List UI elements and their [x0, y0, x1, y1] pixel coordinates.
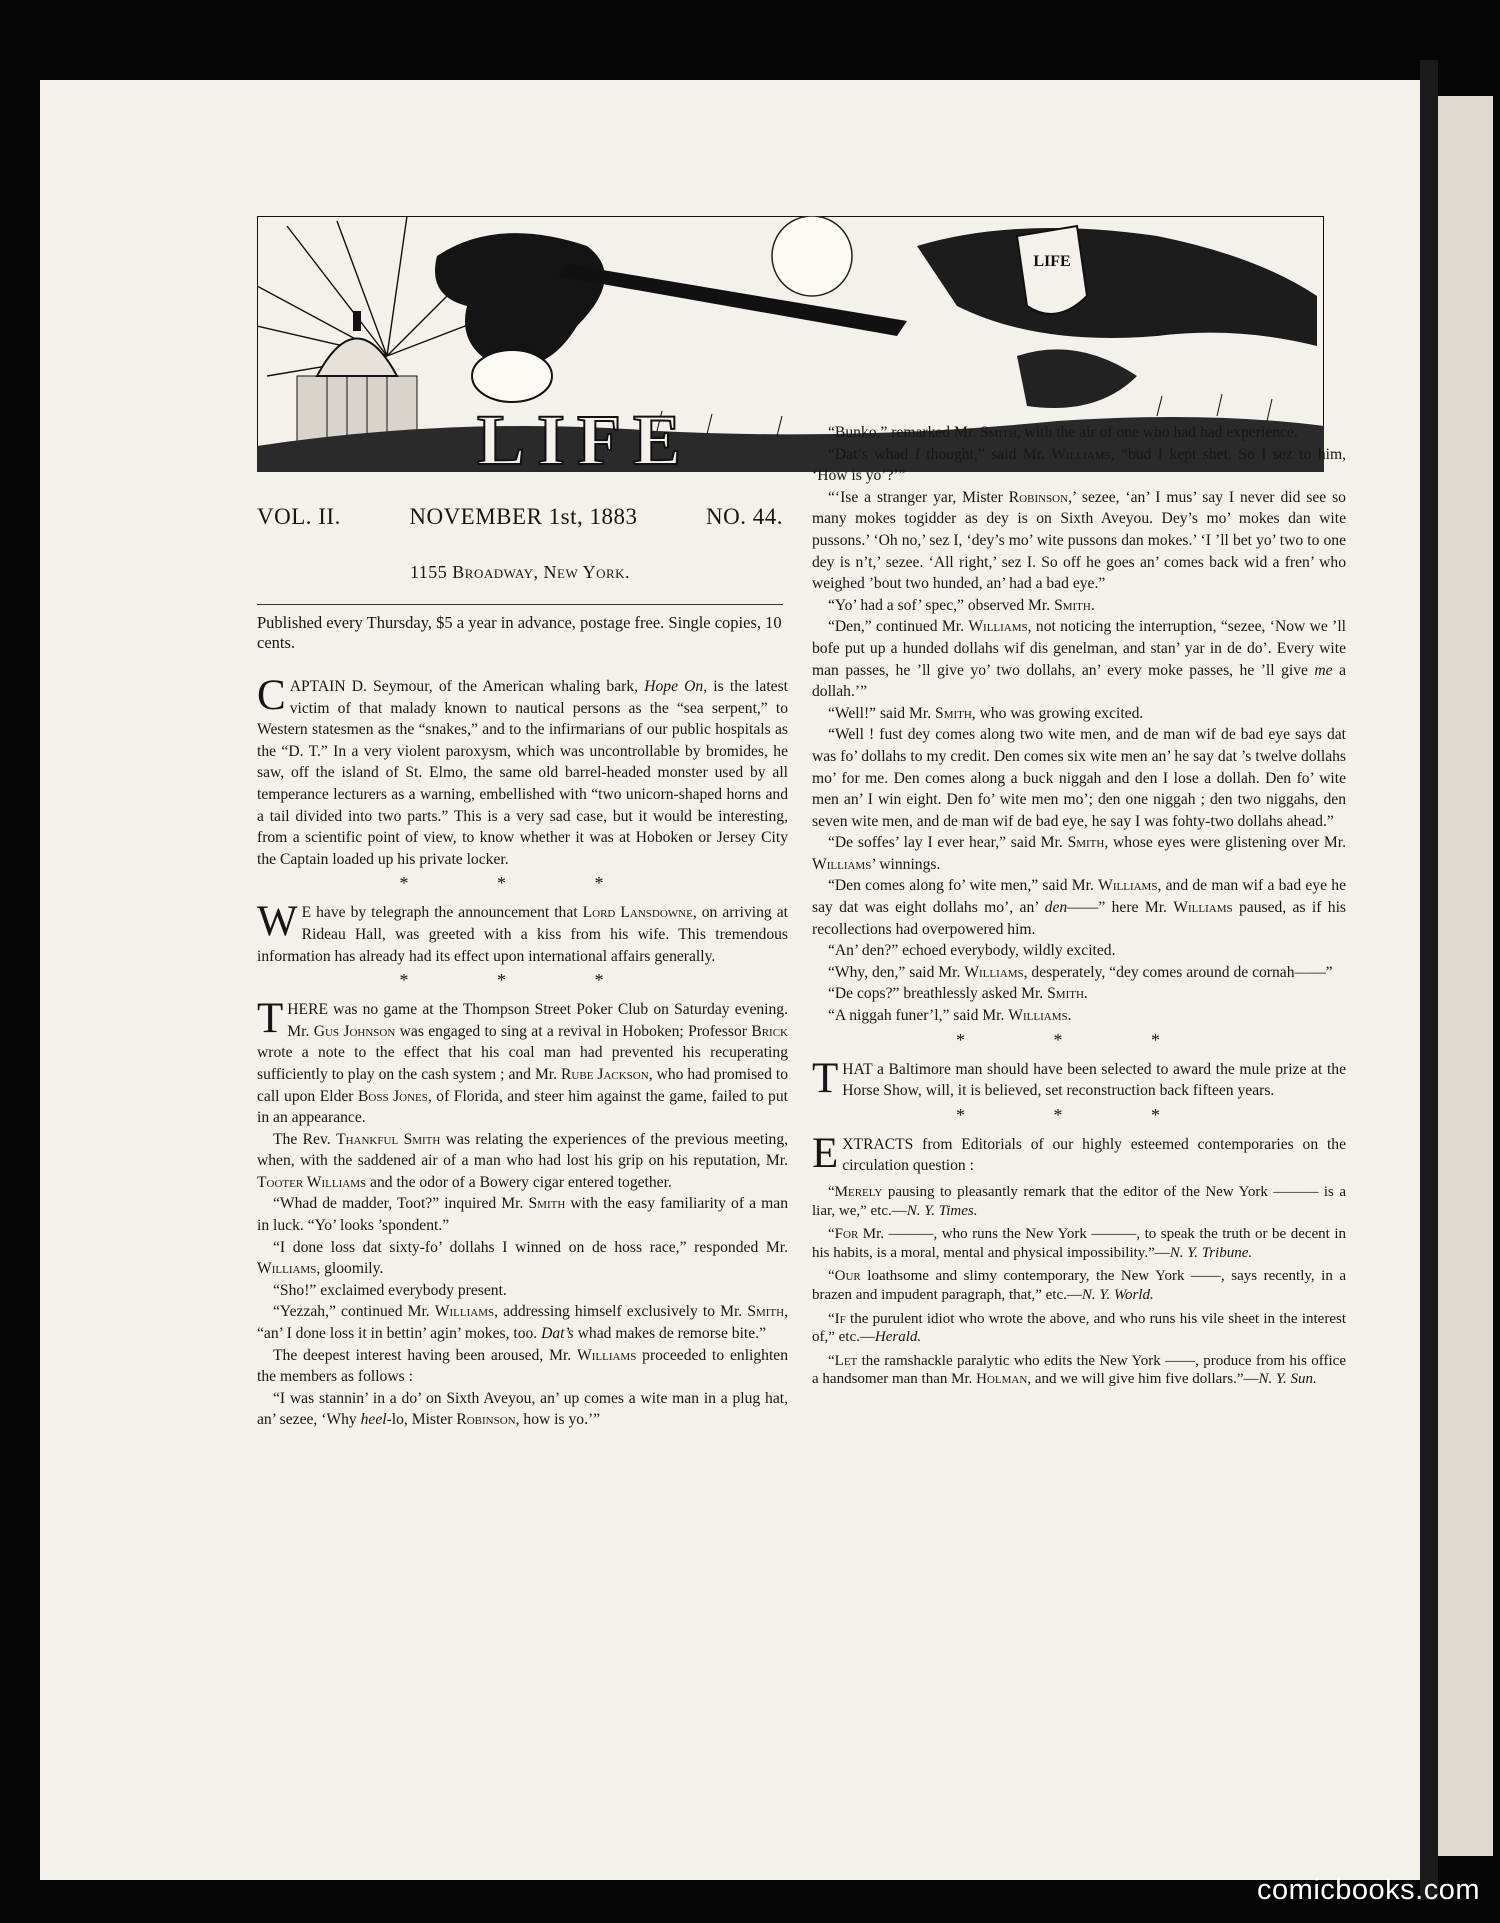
article-lord-lansdowne	[257, 898, 788, 967]
text: Mr. ———, who runs the New York ———, to speak the truth or be decent in his habits, is a moral, mental and physical impossibility.”—	[812, 1226, 1346, 1261]
lead-word: “If	[828, 1310, 846, 1327]
text: and the odor of a Bowery cigar entered together.	[366, 1173, 672, 1191]
name: Rube Jackson	[561, 1065, 649, 1083]
text: , how is yo.’”	[515, 1411, 601, 1429]
text: ,’ sezee, ‘an’ I mus’ say I never did see so many mokes togidder as dey is on Sixth Aveyou. Dey’s mo’ mokes dan wite pussons.’ ‘Oh no,’ sez I, ‘dey’s mo’ wite pussons dan mokes.’ ‘I ’ll bet yo’ two to one dey is n’t,’ sezee. ‘All right,’ sez I. So off he goes an’ comes back wid a fren’ who weighed ’bout two hunded, an’ had a bad eye.”	[812, 488, 1346, 593]
paragraph: “Well ! fust dey comes along two wite men, and de man wif de bad eye says dat was fo’ dollahs to my credit. Den comes six wite men an’ he say dat ’s twelve dollahs mo’ for me. Den comes along a buck niggah and den I lose a dollah. Den fo’ wite men an’ I win eight. Den fo’ wite men mo’; den one niggah ; den two niggahs, den seven wite men, and de man wif de bad eye, he say I was fohty-two dollahs ahead.”	[812, 726, 1346, 830]
text: , who had promised to call upon Elder	[257, 1065, 788, 1105]
text: E have by telegraph the announcement that	[301, 904, 583, 922]
text: whad makes de remorse bite.”	[573, 1325, 766, 1343]
text: a dollah.’”	[812, 661, 1346, 701]
text: “Well!” said Mr.	[828, 704, 936, 722]
source: Herald.	[874, 1329, 922, 1346]
name: Brick	[751, 1022, 788, 1040]
text: was engaged to sing at a revival in Hoboken; Professor	[395, 1022, 752, 1040]
text: wrote a note to the effect that his coal man had prevented his recuperating sufficiently to play on the cash system ; and Mr.	[257, 1044, 788, 1083]
name: Smith	[528, 1195, 566, 1213]
lead-word: “Let	[828, 1352, 858, 1369]
left-column	[257, 672, 789, 1431]
text: was relating the experiences of the previous meeting, when, with the saddened air of a man who had lost his grip on his reputation, Mr.	[257, 1130, 789, 1170]
text: , who was growing excited.	[971, 704, 1144, 722]
emphasis: heel	[360, 1411, 387, 1429]
text: “I was stannin’ in a do’ on Sixth Aveyou, an’ up comes a wite man in a plug hat, an’ sezee, ‘Why	[257, 1389, 788, 1429]
name: Williams	[968, 618, 1028, 636]
paragraph: “Sho!” exclaimed everybody present.	[273, 1281, 507, 1299]
paragraph	[812, 487, 1346, 595]
office-address: 1155 Broadway, New York.	[409, 562, 631, 582]
text: with the easy familiarity of a man in luck. “Yo’ looks ’spondent.”	[257, 1195, 788, 1235]
text: HERE was no game at the Thompson Street Poker Club on Saturday evening. Mr.	[287, 1001, 788, 1040]
emphasis: Dat’s	[541, 1325, 574, 1343]
lead-word: “Our	[828, 1268, 861, 1285]
text: “Bunko,” remarked Mr.	[828, 424, 980, 441]
name: Thankful Smith	[336, 1130, 441, 1148]
issue-date: NOVEMBER 1st, 1883	[409, 504, 638, 529]
text: , is the latest victim of that malady known to nautical persons as the “sea serpent,” to Western statesmen as the “snakes,” and to the infirmarians of our public hospitals as the “D. T.” In a very violent paroxysm, which was uncontrollable by bromides, he saw, off the island of St. Elmo, the same old barrel-headed monster used by all temperance lecturers as a warning, embellished with “two unicorn-shaped horns and a tail divided into two parts.” This is a very sad case, but it would be interesting, from a scientific point of view, to know whether it was at Hoboken or Jersey City the Captain loaded up his private locker.	[257, 678, 789, 868]
paragraph	[812, 422, 1346, 444]
text: ’ winnings.	[871, 855, 941, 873]
source: N. Y. Times.	[906, 1202, 978, 1219]
paragraph	[812, 595, 1346, 617]
emphasis: me	[1314, 661, 1333, 679]
text: , and de man wif a bad eye he say dat was eight dollahs mo’, an’	[812, 877, 1346, 917]
source: N. Y. Sun.	[1258, 1371, 1317, 1388]
text: the ramshackle paralytic who edits the New York ——, produce from his office a handsomer man than Mr.	[812, 1352, 1346, 1388]
paragraph	[257, 1301, 788, 1344]
paragraph	[812, 832, 1346, 875]
drop-cap: E	[812, 1129, 839, 1177]
adjacent-page-edge	[1438, 96, 1493, 1856]
text: , whose eyes were glistening over Mr.	[1104, 834, 1347, 852]
text: “Whad de madder, Toot?” inquired Mr.	[273, 1195, 529, 1213]
paragraph	[812, 875, 1346, 940]
text: proceeded to enlighten the members as follows :	[257, 1346, 789, 1386]
paragraph	[812, 983, 1346, 1005]
drop-cap: W	[257, 898, 298, 946]
paragraph	[812, 962, 1346, 984]
name: Smith	[1047, 985, 1084, 1003]
name: Gus Johnson	[313, 1022, 396, 1040]
name: Smith	[747, 1303, 785, 1321]
text: -lo, Mister	[386, 1411, 457, 1429]
issue-number: NO. 44.	[706, 504, 783, 529]
article-whaling-captain	[257, 672, 789, 870]
text: “Yezzah,” continued Mr.	[273, 1303, 435, 1321]
paragraph	[812, 1005, 1346, 1027]
shield-lettering: LIFE	[1033, 253, 1071, 270]
text: the purulent idiot who wrote the above, and who runs his vile sheet in the interest of,” etc.—	[812, 1310, 1346, 1346]
text: “A niggah funer’l,” said Mr.	[828, 1007, 1009, 1025]
text: .	[1090, 596, 1095, 614]
section-divider: * * *	[956, 1104, 1202, 1125]
quote-sun	[812, 1352, 1346, 1389]
volume-label: VOL. II.	[257, 504, 341, 529]
paragraph	[257, 1345, 788, 1388]
text: “Den,” continued Mr.	[828, 618, 969, 636]
paragraph	[257, 1237, 788, 1280]
article-poker-club	[257, 995, 788, 1129]
text: “‘Ise a stranger yar, Mister	[828, 488, 1009, 506]
section-divider: * * *	[399, 970, 646, 991]
text: “Why, den,” said Mr.	[828, 963, 965, 981]
section-divider: * * *	[399, 873, 646, 894]
article-editorial-extracts	[812, 1129, 1346, 1177]
life-logo: LIFE	[477, 400, 694, 472]
section-divider: * * *	[956, 1029, 1202, 1050]
name: Williams	[812, 855, 872, 873]
book-spine	[1420, 60, 1438, 1900]
ship-name: Hope On	[644, 678, 704, 695]
drop-cap: T	[257, 995, 284, 1043]
emphasis: den	[1044, 899, 1068, 917]
text: , gloomily.	[316, 1260, 384, 1278]
paragraph: “An’ den?” echoed everybody, wildly excited.	[828, 942, 1116, 960]
text: , desperately, “dey comes around de cornah——”	[1023, 963, 1333, 981]
quote-world	[812, 1267, 1346, 1304]
text: .	[1067, 1007, 1072, 1025]
text: “De cops?” breathlessly asked Mr.	[828, 985, 1048, 1003]
name: Williams	[1173, 899, 1233, 917]
source: N. Y. Tribune.	[1169, 1244, 1253, 1261]
name: Robinson	[1008, 488, 1069, 506]
drop-cap: T	[812, 1054, 839, 1102]
text: “I done loss dat sixty-fo’ dollahs I winned on de hoss race,” responded Mr.	[273, 1238, 788, 1256]
name: Smith	[935, 704, 972, 722]
name: Williams	[577, 1346, 637, 1364]
text: “Den comes along fo’ wite men,” said Mr.	[828, 877, 1099, 895]
paragraph	[812, 616, 1346, 702]
text: , addressing himself exclusively to Mr.	[494, 1303, 748, 1321]
text: , and we will give him five dollars.”—	[1027, 1371, 1259, 1388]
name: Holman	[976, 1371, 1028, 1388]
text: “Yo’ had a sof’ spec,” observed Mr.	[828, 596, 1055, 614]
text: , on arriving at Rideau Hall, was greeted with a kiss from his wife. This tremendous information has already had its effect upon international affairs generally.	[257, 904, 788, 965]
name: Williams	[964, 963, 1024, 981]
quote-times	[812, 1183, 1346, 1220]
paragraph	[257, 1388, 788, 1431]
name: Williams	[434, 1303, 495, 1321]
paragraph	[812, 703, 1346, 725]
name: Smith	[980, 424, 1017, 441]
text: “Dat’s whad	[828, 445, 915, 463]
name: Williams	[257, 1260, 317, 1278]
text: The deepest interest having been aroused, Mr.	[273, 1346, 577, 1364]
text: HAT a Baltimore man should have been selected to award the mule prize at the Horse Show, will, it is believed, set reconstruction back fifteen years.	[842, 1060, 1346, 1100]
right-column	[812, 422, 1346, 1394]
text: pausing to pleasantly remark that the editor of the New York ——— is a liar, we,” etc.—	[812, 1184, 1346, 1219]
lead-word: “Merely	[828, 1184, 883, 1200]
text: APTAIN D. Seymour, of the American whaling bark,	[289, 678, 645, 695]
text: , of Florida, and steer him against the game, failed to put in an appearance.	[257, 1087, 788, 1127]
name: Smith	[1054, 596, 1091, 614]
name: Boss Jones	[358, 1087, 428, 1105]
paragraph	[812, 444, 1346, 487]
masthead-line	[257, 504, 783, 534]
paragraph	[257, 1129, 788, 1194]
text: , “bud I kept shet. So I sez to him, ‘How is yo’?’”	[812, 445, 1346, 485]
name: Tooter Williams	[257, 1173, 367, 1191]
name: Robinson	[456, 1411, 516, 1429]
drop-cap: C	[257, 672, 286, 719]
text: XTRACTS from Editorials of our highly esteemed contemporaries on the circulation question :	[842, 1135, 1346, 1175]
text: .	[1083, 985, 1088, 1003]
text: loathsome and slimy contemporary, the New York ——, says recently, in a brazen and impudent paragraph, that,” etc.—	[812, 1268, 1346, 1303]
text: The Rev.	[273, 1130, 337, 1148]
text: thought,” said Mr.	[919, 445, 1052, 463]
text: “De soffes’ lay I ever hear,” said Mr.	[828, 834, 1068, 852]
source: N. Y. World.	[1081, 1286, 1154, 1303]
quote-tribune	[812, 1225, 1346, 1262]
paragraph	[257, 1193, 788, 1236]
name: Williams	[1051, 445, 1111, 463]
name: Lord Lansdowne	[582, 904, 693, 922]
article-mule-prize	[812, 1054, 1346, 1102]
quote-herald	[812, 1310, 1346, 1347]
text: , not noticing the interruption, “sezee, ‘Now we ’ll bofe put up a hunded dollahs wif dis genelman, and stan’ yar in de do’. Every wite man passes, he ’ll give yo’ two dollahs, an’ every moke passes, he ’ll give	[812, 618, 1346, 679]
text: paused, as if his recollections had overpowered him.	[812, 899, 1346, 938]
text: , “an’ I done loss it in bettin’ agin’ mokes, too.	[257, 1303, 788, 1343]
emphasis: I	[914, 445, 920, 463]
text: ——” here Mr.	[1067, 899, 1174, 917]
publication-note: Published every Thursday, $5 a year in advance, postage free. Single copies, 10 cents.	[257, 604, 783, 653]
text: , with the air of one who had had experience.	[1016, 424, 1298, 441]
name: Williams	[1098, 877, 1158, 895]
name: Smith	[1067, 834, 1105, 852]
watermark: comicbooks.com	[1257, 1874, 1480, 1906]
lead-word: “For	[828, 1226, 859, 1243]
name: Williams	[1008, 1007, 1068, 1025]
